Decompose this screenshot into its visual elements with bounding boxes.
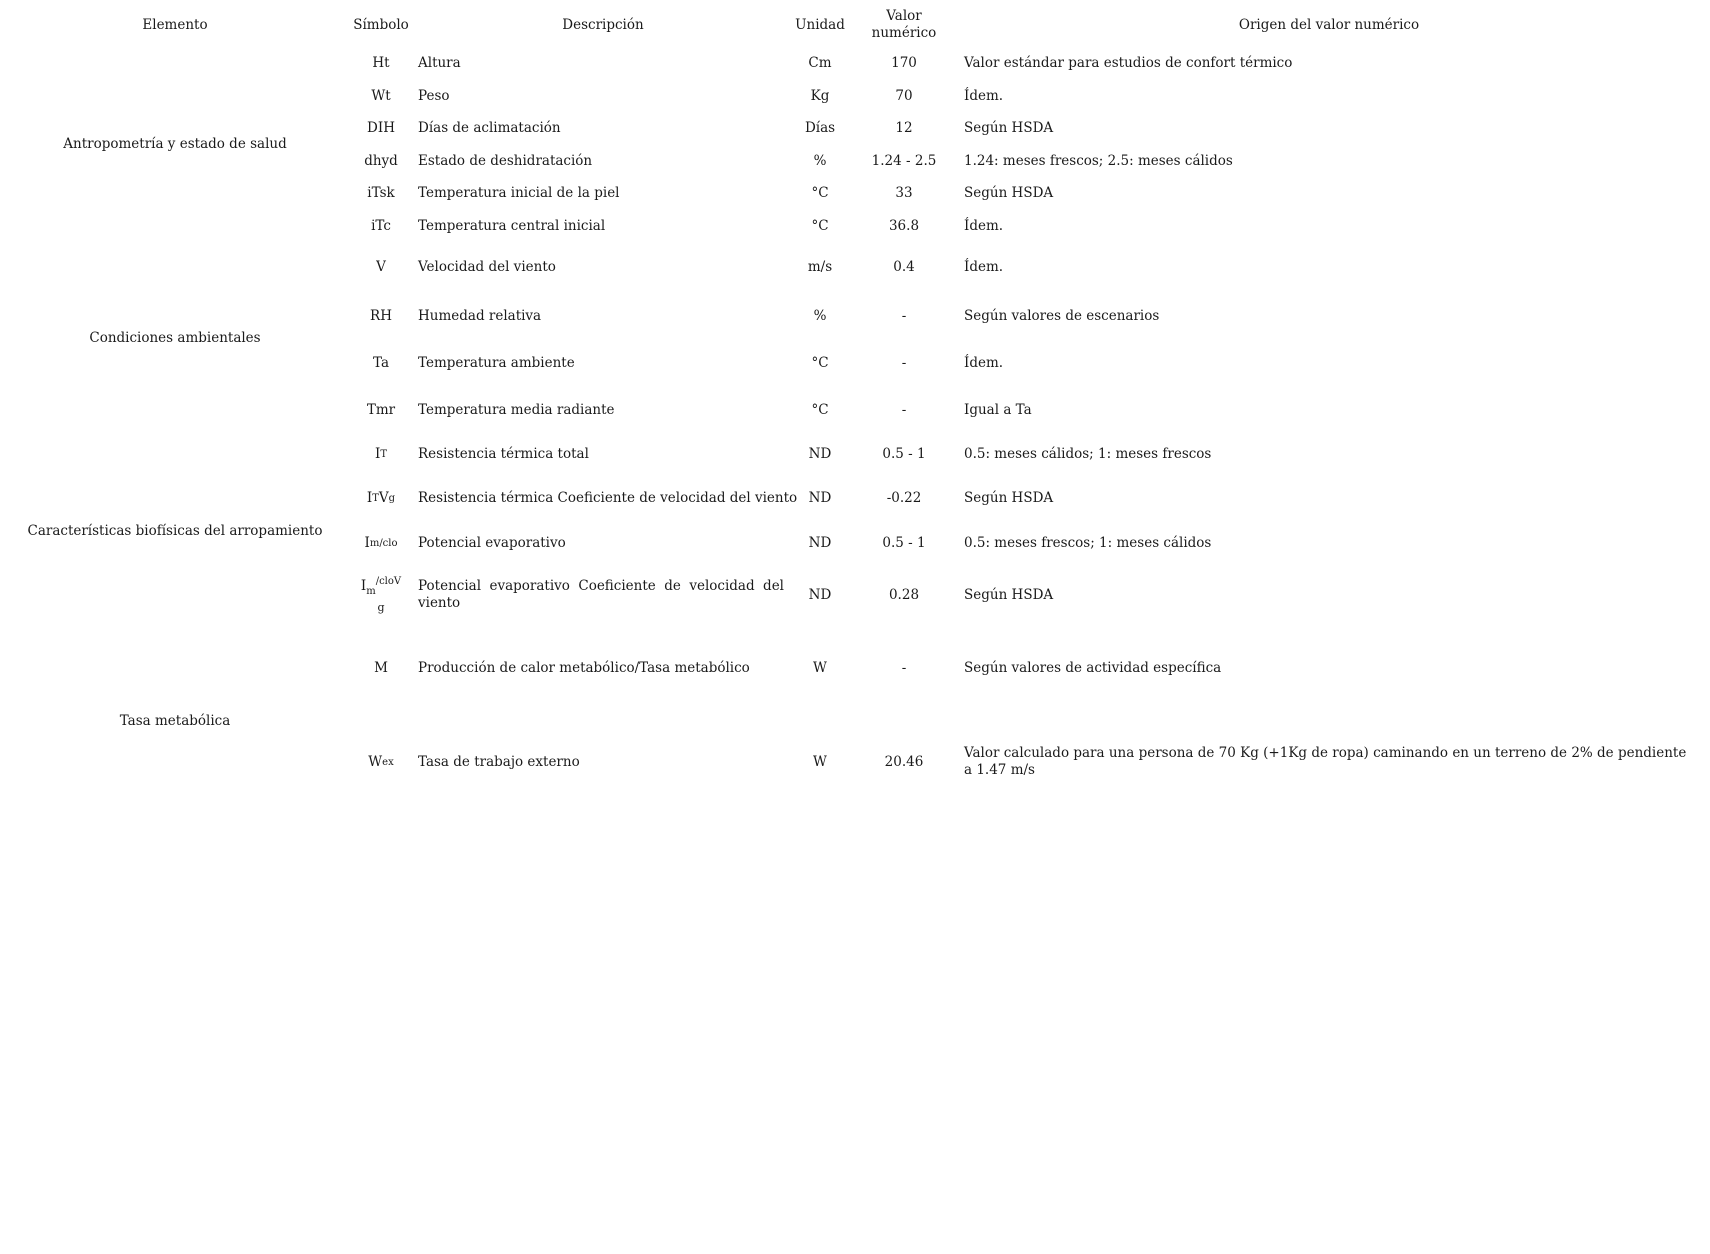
row-unit: ND (808, 489, 832, 506)
row-unit: ND (808, 534, 832, 551)
row-unit: °C (811, 217, 829, 234)
row-description: Temperatura ambiente (418, 354, 575, 371)
header-simbolo: Símbolo (353, 16, 409, 33)
row-symbol: DIH (367, 119, 395, 136)
row-value: 12 (895, 119, 913, 136)
header-unidad: Unidad (795, 16, 845, 33)
row-symbol: I T (374, 445, 387, 462)
row-symbol: W ex (368, 753, 394, 770)
row-unit: Cm (808, 54, 832, 71)
row-symbol: dhyd (364, 152, 398, 169)
row-symbol: I T V g (366, 489, 396, 506)
row-description: Velocidad del viento (418, 258, 556, 275)
row-unit: W (813, 753, 827, 770)
row-value: 70 (895, 87, 913, 104)
row-description: Altura (418, 54, 461, 71)
row-origin: Según HSDA (964, 489, 1054, 506)
row-unit: °C (811, 354, 829, 371)
row-value: -0.22 (886, 489, 922, 506)
row-description: Potencial evaporativo (418, 534, 566, 551)
header-valor: Valor numérico (871, 8, 937, 41)
row-unit: ND (808, 586, 832, 603)
row-symbol: Ta (372, 354, 389, 371)
row-description: Temperatura media radiante (418, 401, 615, 418)
header-elemento: Elemento (142, 16, 208, 33)
group-label-condiciones: Condiciones ambientales (89, 329, 261, 346)
row-description: Peso (418, 87, 450, 104)
row-description: Temperatura central inicial (418, 217, 606, 234)
row-origin: Ídem. (964, 354, 1004, 371)
row-description: Estado de deshidratación (418, 152, 593, 169)
row-value: 0.28 (888, 586, 920, 603)
row-symbol: RH (370, 307, 392, 324)
row-unit: W (813, 659, 827, 676)
group-label-tasa-metabolica: Tasa metabólica (119, 712, 231, 729)
row-origin: Valor calculado para una persona de 70 Kg (+1Kg de ropa) caminando en un terreno de 2% de pendiente a 1.47 m/s (964, 745, 1687, 778)
row-origin: Igual a Ta (964, 401, 1032, 418)
row-value: 33 (895, 184, 913, 201)
row-origin: Según valores de escenarios (964, 307, 1160, 324)
header-origen: Origen del valor numérico (1238, 16, 1420, 33)
row-unit: Días (804, 119, 836, 136)
row-symbol: Tmr (366, 401, 396, 418)
row-symbol: $I_m^{/cloV}$ g (360, 576, 402, 614)
row-value: - (901, 354, 907, 371)
row-value: 1.24 - 2.5 (871, 152, 937, 169)
row-unit: ND (808, 445, 832, 462)
row-origin: Según HSDA (964, 586, 1054, 603)
row-value: - (901, 307, 907, 324)
row-unit: m/s (807, 258, 833, 275)
row-value: 0.4 (893, 258, 915, 275)
row-origin: Según HSDA (964, 119, 1054, 136)
row-unit: Kg (810, 87, 830, 104)
row-symbol: Ht (372, 54, 390, 71)
row-description: Resistencia térmica Coeficiente de velocidad del viento (418, 489, 798, 506)
group-label-arropamiento: Características biofísicas del arropamiento (27, 522, 323, 539)
row-value: - (901, 401, 907, 418)
row-value: 0.5 - 1 (882, 445, 926, 462)
row-symbol: M (374, 659, 388, 676)
row-origin: Valor estándar para estudios de confort térmico (964, 54, 1293, 71)
row-symbol: I m /clo (364, 534, 398, 551)
row-description: Resistencia térmica total (418, 445, 589, 462)
group-label-antropometria: Antropometría y estado de salud (63, 135, 287, 152)
row-origin: 1.24: meses frescos; 2.5: meses cálidos (964, 152, 1233, 169)
row-description: Humedad relativa (418, 307, 542, 324)
row-description: Temperatura inicial de la piel (418, 184, 620, 201)
row-symbol: V (376, 258, 386, 275)
row-unit: % (813, 152, 827, 169)
row-description: Días de aclimatación (418, 119, 561, 136)
row-symbol: iTsk (367, 184, 395, 201)
row-description: Tasa de trabajo externo (418, 753, 580, 770)
row-origin: 0.5: meses frescos; 1: meses cálidos (964, 534, 1212, 551)
row-value: 0.5 - 1 (882, 534, 926, 551)
row-origin: Según HSDA (964, 184, 1054, 201)
row-origin: Ídem. (964, 87, 1004, 104)
row-origin: Ídem. (964, 217, 1004, 234)
row-symbol: iTc (371, 217, 391, 234)
row-unit: °C (811, 401, 829, 418)
row-description: Producción de calor metabólico/Tasa metabólico (418, 659, 750, 676)
row-description: Potencial evaporativo Coeficiente de velocidad del viento (418, 578, 784, 611)
row-unit: % (813, 307, 827, 324)
row-value: 170 (891, 54, 917, 71)
row-unit: °C (811, 184, 829, 201)
row-origin: Ídem. (964, 258, 1004, 275)
row-origin: Según valores de actividad específica (964, 659, 1222, 676)
row-value: 36.8 (888, 217, 920, 234)
row-symbol: Wt (371, 87, 391, 104)
header-descripcion: Descripción (562, 16, 644, 33)
row-value: - (901, 659, 907, 676)
row-origin: 0.5: meses cálidos; 1: meses frescos (964, 445, 1212, 462)
row-value: 20.46 (884, 753, 924, 770)
